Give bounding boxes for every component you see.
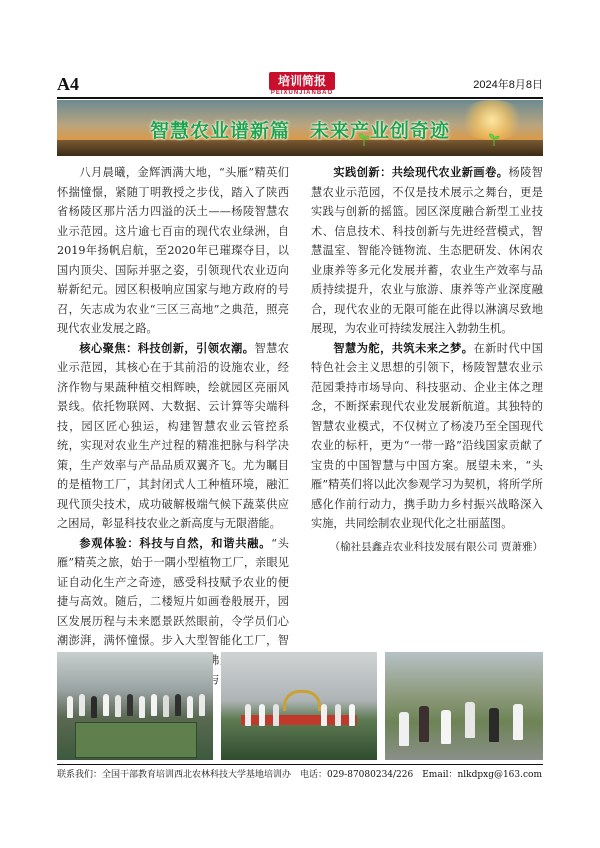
section-heading: 智慧为舵，共筑未来之梦。 [333,341,474,355]
banner-title: 智慧农业谱新篇 未来产业创奇迹 [149,120,450,142]
article-paragraph: 八月晨曦，金辉洒满大地，“头雁”精英们怀揣憧憬，紧随丁明教授之步伐，踏入了陕西省杨陵区那片活力四溢的沃土——杨陵智慧农业示范园。这片逾七百亩的现代农业绿洲，自2019年扬帆启航，至2020年已璀璨夺目，以国内顶尖、国际并驱之姿，引领现代农业迈向崭新纪元。园区积极响应国家与地方政府的号召，矢志成为农业“三区三高地”之典范，照亮现代农业发展之路。 [57,166,289,335]
park-model [75,722,197,758]
gate-sculpture [283,690,321,711]
article-paragraph: 智慧为舵，共筑未来之梦。在新时代中国特色社会主义思想的引领下，杨陵智慧农业示范园秉持市场导向、科技驱动、企业主体之理念，不断探索现代农业发展新航道。其独特的智慧农业模式，不仅树立了杨凌乃至全国现代农业的标杆，更为“一带一路”沿线国家贡献了宝贵的中国智慧与中国方案。展望未来，“头雁”精英们将以此次参观学习为契机，将所学所感化作前行动力，携手助力乡村振兴战略深入实施，共同绘制农业现代化之壮丽蓝图。 [311,341,543,530]
paragraph-text: “头雁”精英之旅，始于一隅小型植物工厂，亲眼见证自动化生产之奇迹，感受科技赋予农业的便捷与高效。随后，二楼短片如画卷般展开，园区发展历程与未来愿景跃然眼前，令学员们心潮澎湃，满怀憧憬。步入大型智能化工厂，智 佛 与 [57,536,289,686]
contact-footer: 联系我们：全国干部教育培训西北农林科技大学基地培训办 电话：029-87080234/226 Email：nlkdpxg@163.com [57,770,542,780]
article-paragraph: 核心聚焦：科技创新，引领农潮。智慧农业示范园，其核心在于其前沿的设施农业，经济作物与果蔬种植交相辉映，绘就园区亮丽风景线。依托物联网、大数据、云计算等尖端科技，园区匠心独运，构建智慧农业云管控系统，实现对农业生产过程的精准把脉与科学决策，生产效率与产品品质双翼齐飞。尤为瞩目的是植物工厂，其封闭式人工种植环境，融汇现代顶尖技术，成功破解极端气候下蔬菜供应之困局，彰显科技农业之新高度与无限潜能。 [57,341,289,530]
masthead [57,76,543,96]
article-column-left [57,163,289,709]
article-column-right [311,163,543,557]
article-paragraph: 实践创新：共绘现代农业新画卷。杨陵智慧农业示范园，不仅是技术展示之舞台，更是实践与创新的摇篮。园区深度融合新型工业技术、信息技术、科技创新与先进经营模式，智慧温室、智能冷链物流、生态肥研发、休闲农业康养等多元化发展并蓄，农业生产效率与品质持续提升，农业与旅游、康养等产业深度融合，现代农业的无限可能在此得以淋漓尽致地展现，为农业可持续发展注入勃勃生机。 [311,166,543,335]
header-divider [57,97,543,99]
photo-exhibition-hall [57,652,213,760]
newsletter-logo: 培训简报 [269,72,335,90]
author-credit: （榆社县鑫垚农业科技发展有限公司 贾萧雅） [329,540,543,553]
issue-date: 2024年8月8日 [473,79,543,91]
footer-divider [57,764,543,765]
newsletter-logo-pinyin: PEIXUNJIANBAO [270,90,334,96]
section-heading: 参观体验：科技与自然，和谐共融。 [79,536,272,550]
page-number: A4 [57,74,79,94]
photo-park-gate [221,652,377,760]
photo-group-walk [385,652,543,760]
title-banner [57,100,543,156]
section-heading: 核心聚焦：科技创新，引领农潮。 [79,341,255,355]
section-heading: 实践创新：共绘现代农业新画卷。 [333,166,509,179]
